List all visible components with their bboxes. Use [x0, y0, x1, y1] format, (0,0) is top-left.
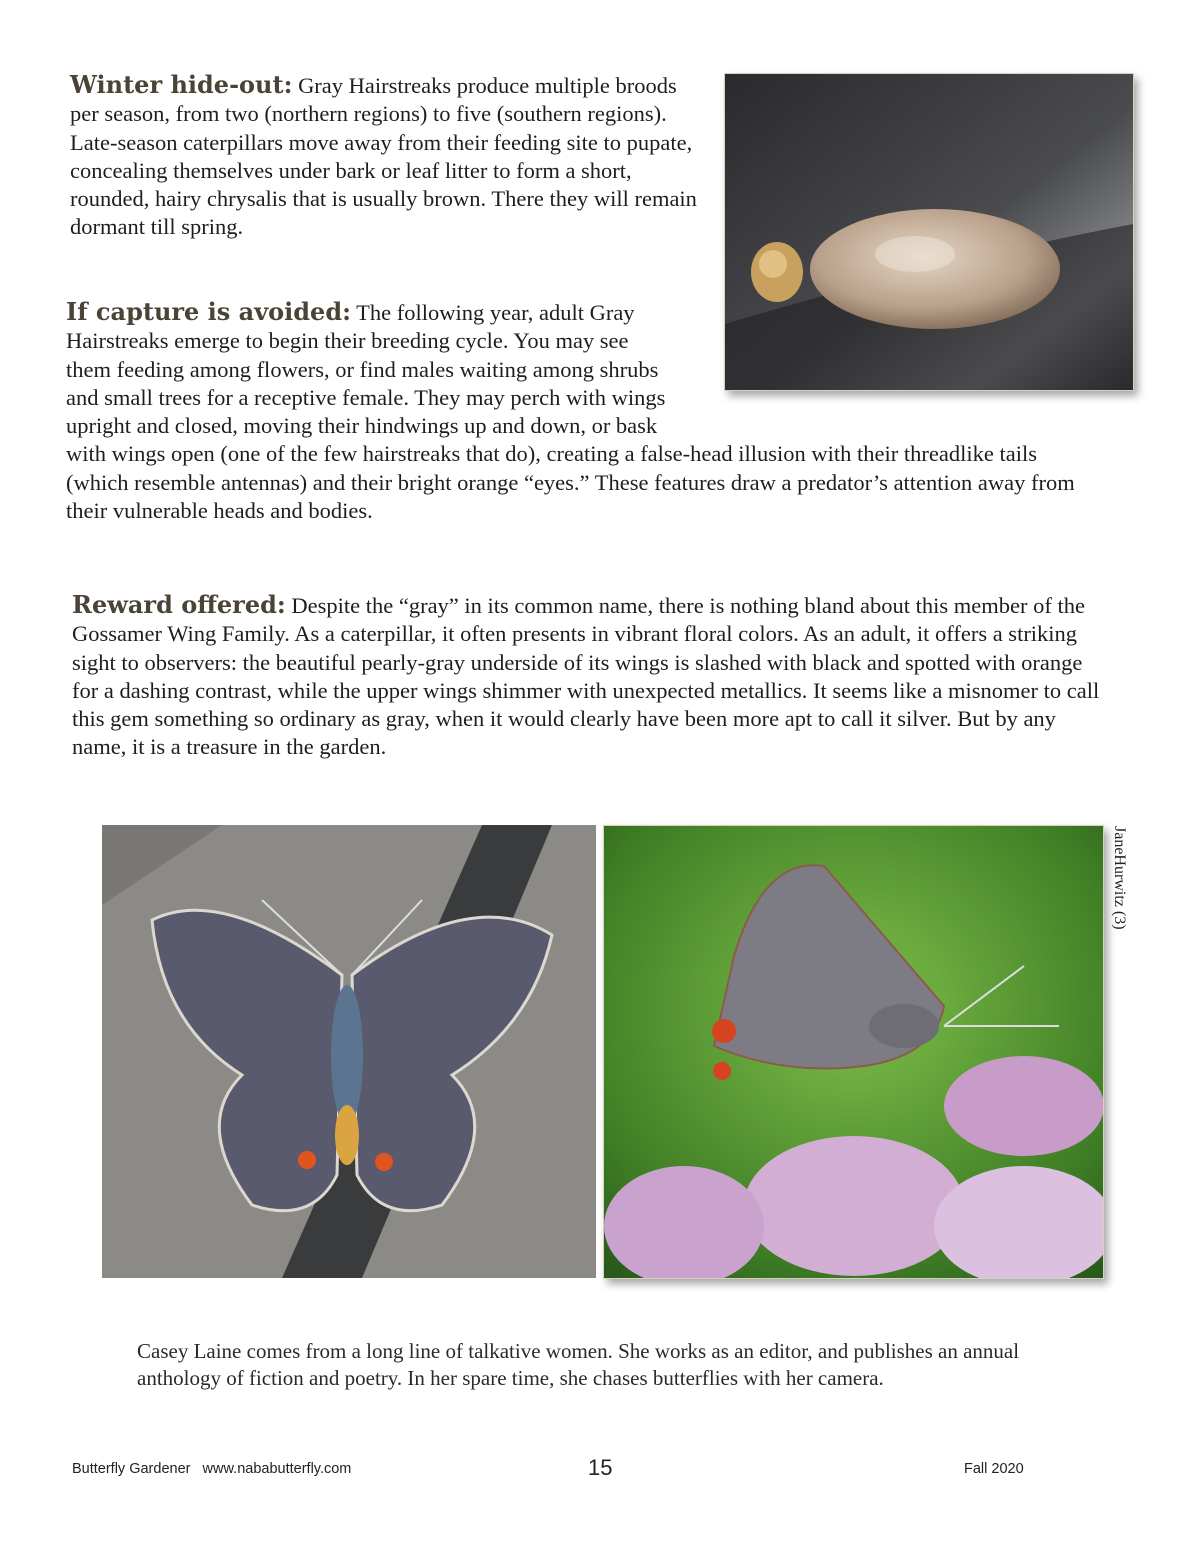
reward-section: [72, 591, 1112, 762]
reward-body: Despite the “gray” in its common name, there is nothing bland about this member of the Gossamer Wing Family. As a caterpillar, it often presents in vibrant floral colors. As an adult, it offers a striking sight to observers: the beautiful pearly-gray underside of its wings is slashed with black and spotted with orange for a dashing contrast, while the upper wings shimmer with unexpected metallics. It seems like a misnomer to call this gem something so ordinary as gray, when it would clearly have been more apt to call it silver. But by any name, it is a treasure in the garden.: [72, 593, 1100, 760]
winter-section: [70, 71, 710, 242]
winter-body: Gray Hairstreaks produce multiple broods per season, from two (northern regions) to five (southern regions). Late-season caterpillars move away from their feeding site to pupate, concealing themselves under bark or leaf litter to form a short, rounded, hairy chrysalis that is usually brown. There they will remain dormant till spring.: [70, 73, 697, 240]
footer-publication: Butterfly Gardener www.nababutterfly.com: [72, 1461, 352, 1477]
capture-heading: If capture is avoided:: [66, 297, 351, 326]
winter-heading: Winter hide-out:: [70, 70, 293, 99]
photo-credit: JaneHurwitz (3): [1111, 826, 1128, 930]
capture-body: The following year, adult Gray Hairstreaks emerge to begin their breeding cycle. You may see them feeding among flowers, or find males waiting among shrubs and small trees for a receptive female. They may perch with wings upright and closed, moving their hindwings up and down, or bask with wings open (one of the few hairstreaks that do), creating a false-head illusion with their threadlike tails (which resemble antennas) and their bright orange “eyes.” These features draw a predator’s attention away from their vulnerable heads and bodies.: [66, 300, 1075, 524]
reward-heading: Reward offered:: [72, 590, 286, 619]
page-number: 15: [588, 1455, 613, 1480]
chrysalis-photo: [724, 73, 1134, 391]
butterfly-on-flowers-photo: [603, 825, 1104, 1279]
footer-issue: Fall 2020: [964, 1461, 1024, 1477]
butterfly-open-wings-photo: [102, 825, 596, 1278]
author-bio: Casey Laine comes from a long line of talkative women. She works as an editor, and publishes an annual anthology of fiction and poetry. In her spare time, she chases butterflies with her camera.: [137, 1339, 1020, 1390]
